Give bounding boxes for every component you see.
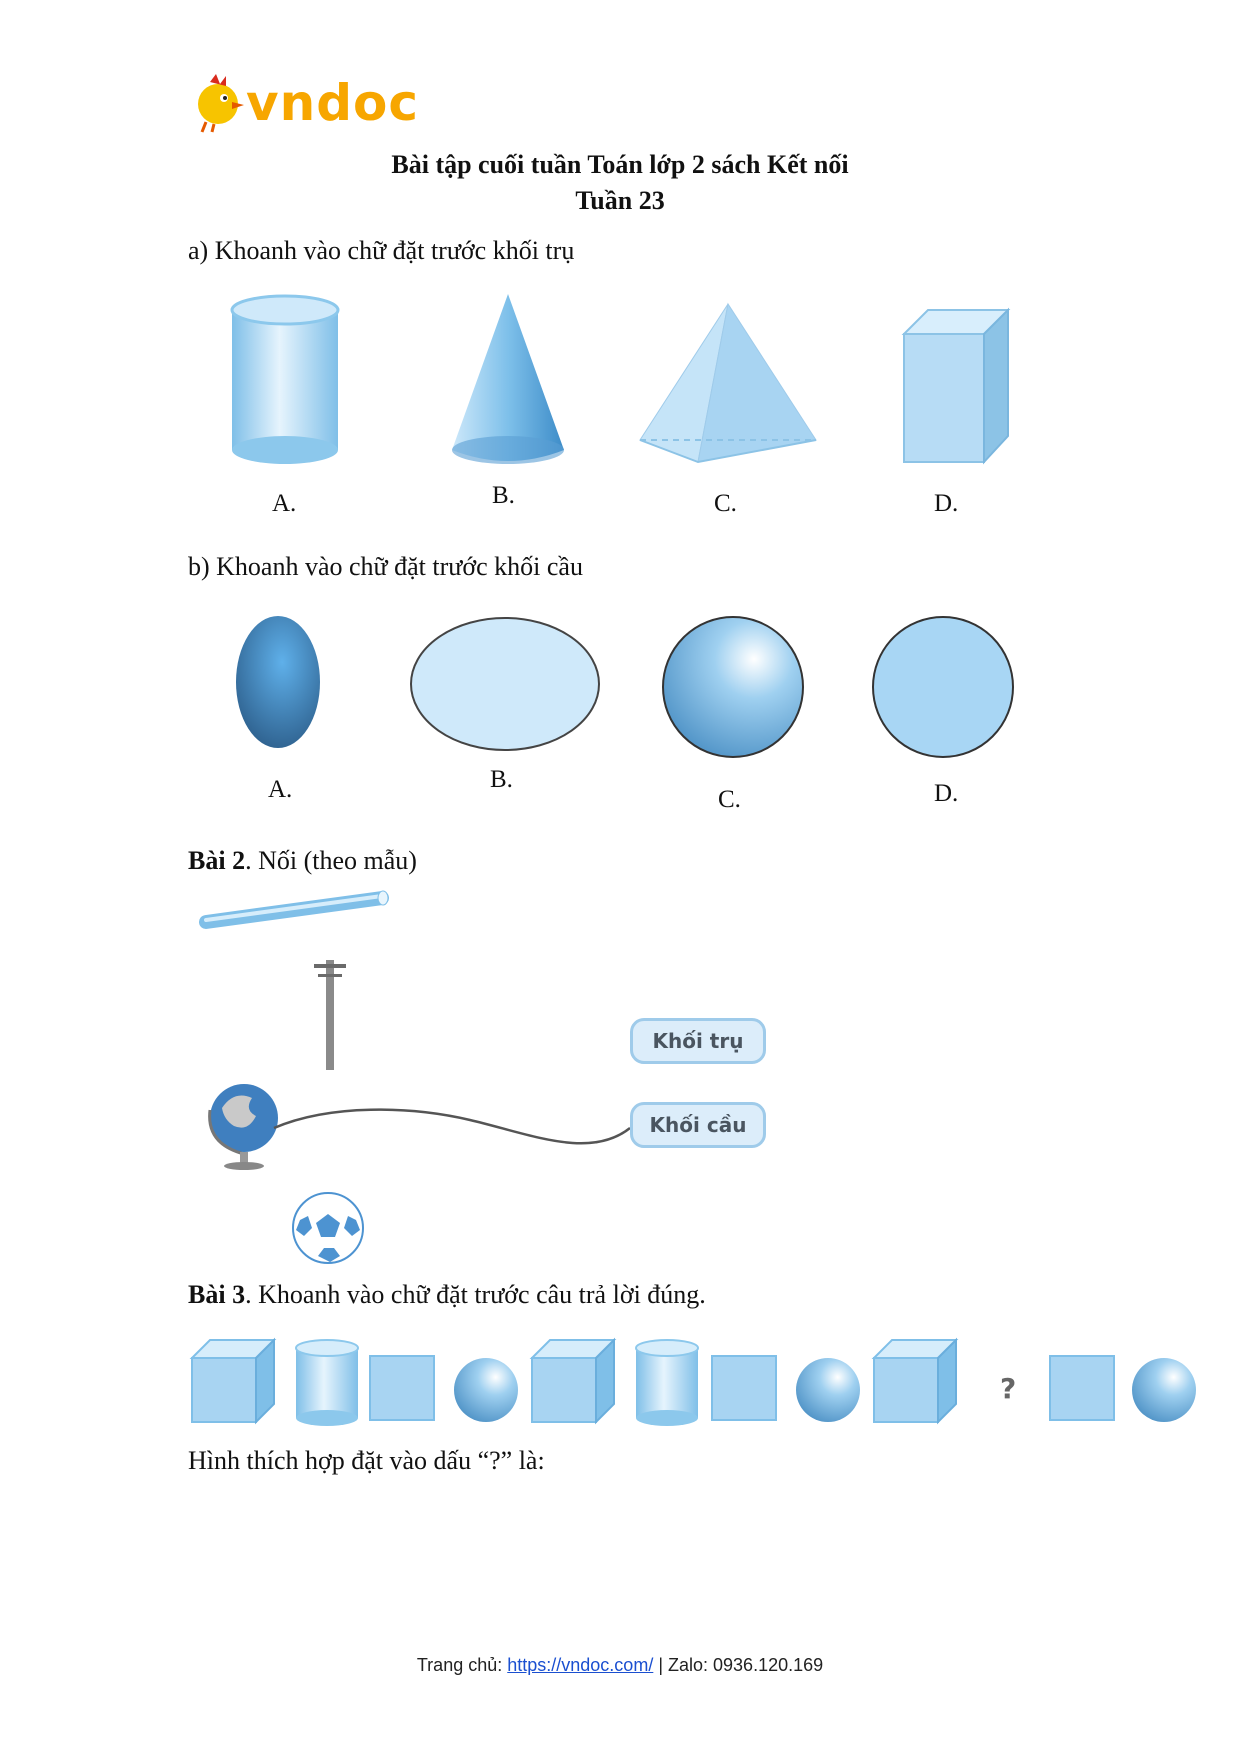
tag-khoi-tru[interactable]: Khối trụ bbox=[630, 1018, 766, 1064]
square-icon bbox=[1050, 1356, 1114, 1420]
sphere-icon bbox=[660, 614, 806, 760]
sphere-icon bbox=[1132, 1358, 1196, 1422]
option-a-label[interactable]: A. bbox=[272, 490, 297, 517]
bai2-text: . Nối (theo mẫu) bbox=[245, 846, 417, 875]
option-b-label[interactable]: B. bbox=[492, 482, 515, 509]
shape-sequence bbox=[190, 1330, 1200, 1430]
bai2-heading bbox=[188, 846, 417, 876]
utility-pole-icon bbox=[310, 954, 350, 1074]
pyramid-icon bbox=[638, 300, 818, 470]
option-c-label[interactable]: C. bbox=[714, 490, 737, 517]
bai3-heading bbox=[188, 1280, 706, 1310]
connector-line bbox=[270, 1100, 650, 1160]
part-a-prompt: a) Khoanh vào chữ đặt trước khối trụ bbox=[188, 236, 575, 265]
dark-ellipse-icon bbox=[234, 612, 324, 752]
option-d-label[interactable]: D. bbox=[934, 490, 959, 517]
footer bbox=[0, 1655, 1240, 1676]
flat-ellipse-icon bbox=[408, 614, 602, 754]
square-icon bbox=[712, 1356, 776, 1420]
cylinder-icon bbox=[220, 290, 350, 470]
cone-icon bbox=[438, 290, 568, 470]
box-icon bbox=[894, 298, 1014, 468]
square-icon bbox=[370, 1356, 434, 1420]
soccer-ball-icon bbox=[290, 1190, 366, 1266]
question-mark: ? bbox=[1000, 1372, 1017, 1405]
footer-prefix: Trang chủ: bbox=[416, 1655, 508, 1675]
cube-icon bbox=[532, 1340, 614, 1422]
pipe-icon bbox=[200, 890, 390, 930]
bai3-text: . Khoanh vào chữ đặt trước câu trả lời đúng. bbox=[245, 1280, 706, 1309]
cube-icon bbox=[874, 1340, 956, 1422]
footer-suffix: | Zalo: 0936.120.169 bbox=[653, 1655, 824, 1675]
page-title: Bài tập cuối tuần Toán lớp 2 sách Kết nối bbox=[391, 150, 849, 179]
sphere-icon bbox=[796, 1358, 860, 1422]
flat-circle-icon bbox=[870, 614, 1016, 760]
option-c-label[interactable]: C. bbox=[718, 786, 741, 813]
sphere-icon bbox=[454, 1358, 518, 1422]
option-d-label[interactable]: D. bbox=[934, 780, 959, 807]
page-subtitle: Tuần 23 bbox=[575, 186, 665, 215]
cylinder-icon bbox=[636, 1340, 698, 1426]
tag-khoi-cau[interactable]: Khối cầu bbox=[630, 1102, 766, 1148]
cylinder-icon bbox=[296, 1340, 358, 1426]
bai3-label: Bài 3 bbox=[188, 1280, 246, 1309]
option-b-label[interactable]: B. bbox=[490, 766, 513, 793]
footer-link[interactable]: https://vndoc.com/ bbox=[507, 1655, 654, 1675]
logo-text: vndoc bbox=[246, 74, 419, 132]
bai3-answer-prompt: Hình thích hợp đặt vào dấu “?” là: bbox=[188, 1446, 545, 1475]
part-b-prompt: b) Khoanh vào chữ đặt trước khối cầu bbox=[188, 552, 583, 581]
cube-icon bbox=[192, 1340, 274, 1422]
option-a-label[interactable]: A. bbox=[268, 776, 293, 803]
chicken-mascot-icon bbox=[188, 72, 248, 134]
bai2-label: Bài 2 bbox=[188, 846, 246, 875]
